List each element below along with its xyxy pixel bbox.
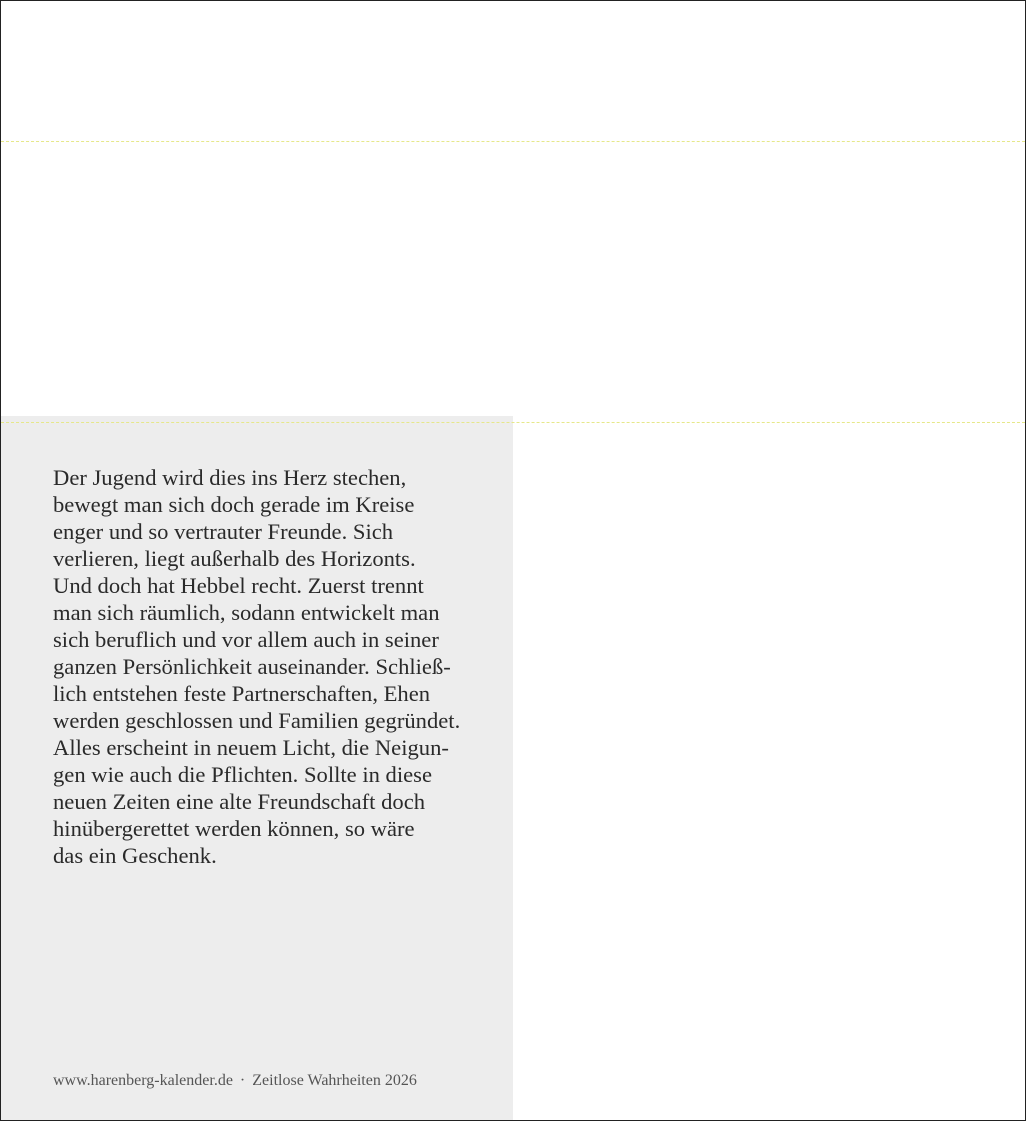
footer-website: www.harenberg-kalender.de	[53, 1072, 233, 1089]
footer-separator: ·	[239, 1072, 246, 1089]
body-text: Der Jugend wird dies ins Herz stechen, bewegt man sich doch gerade im Kreise enger und so vertrauter Freunde. Sich verlieren, liegt außerhalb des Horizonts. Und doch hat Hebbel recht. Zuerst trennt man sich räumlich, sodann entwickelt man sich beruflich und vor allem auch in seiner ganzen Persönlichkeit auseinander. Schließ- lich entstehen feste Partnerschaften, Ehen werden geschlossen und Familien gegründet. Alles erscheint in neuem Licht, die Neigun- gen wie auch die Pflichten. Sollte in diese neuen Zeiten eine alte Freundschaft doch hinübergerettet werden können, so wäre das ein Geschenk.	[53, 465, 461, 868]
text-panel	[1, 416, 513, 1120]
footer	[53, 1072, 417, 1090]
bottom-cut-line	[1, 422, 1025, 423]
top-cut-line	[1, 141, 1025, 142]
footer-publication: Zeitlose Wahrheiten 2026	[252, 1072, 417, 1089]
